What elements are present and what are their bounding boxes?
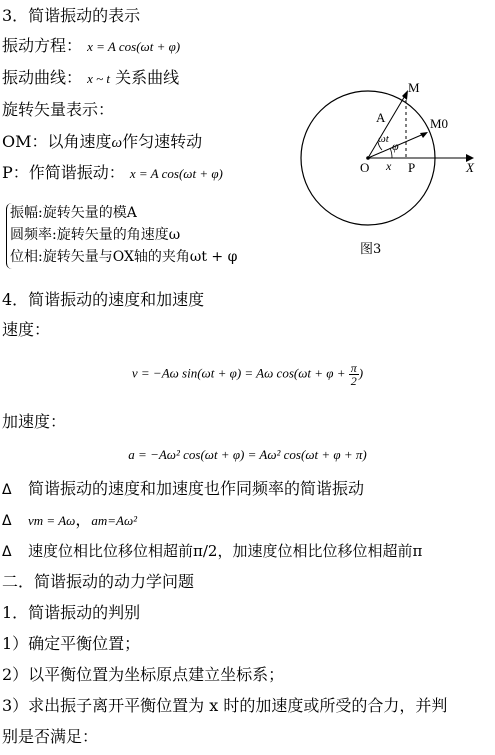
curve-var: x ~ t (87, 71, 111, 86)
label-P: P (408, 160, 416, 175)
label-phi: φ (392, 139, 399, 153)
velocity-eq-right: ) (358, 365, 364, 381)
figure-caption: 图3 (360, 242, 382, 257)
label-X: X (466, 160, 474, 175)
fraction-denominator: 2 (350, 374, 357, 388)
step-3-line-2: 别是否满足： (2, 727, 99, 746)
brace-frequency: 圆频率:旋转矢量的角速度ω (10, 227, 181, 243)
step-1: 1）确定平衡位置； (2, 634, 141, 653)
velocity-label: 速度： (2, 320, 51, 339)
delta-text-1: 简谐振动的速度和加速度也作同频率的简谐振动 (28, 479, 365, 498)
eq1-formula: x = A cos(ωt + φ) (87, 39, 181, 54)
delta-text-3: 速度位相比位移位相超前π/2，加速度位相比位移位相超前π (28, 542, 423, 560)
section-two-title: 二．简谐振动的动力学问题 (2, 572, 195, 591)
delta-item-1 (2, 479, 364, 500)
p-line (2, 163, 223, 184)
om-line (2, 132, 202, 153)
delta-symbol: Δ (2, 544, 12, 560)
vibration-curve-line (2, 68, 179, 89)
label-wt: ωt (378, 133, 389, 145)
vector-om0-arrow (420, 132, 428, 138)
omega-symbol: ω (111, 135, 123, 151)
curve-label: 振动曲线： (2, 68, 83, 87)
delta-sep: ， (75, 510, 92, 529)
delta-symbol: Δ (2, 513, 12, 529)
step-3-line-1: 3）求出振子离开平衡位置为 x 时的加速度或所受的合力，并判 (2, 696, 448, 715)
vector-om (368, 94, 406, 158)
label-M: M (408, 80, 420, 95)
section-3-title: 3．简谐振动的表示 (2, 6, 141, 25)
velocity-eq-left: v = −Aω sin(ωt + φ) = Aω cos(ωt + φ + (131, 365, 346, 381)
section-4-title: 4．简谐振动的速度和加速度 (2, 290, 205, 309)
velocity-equation (0, 362, 495, 387)
eq1-label: 振动方程： (2, 36, 83, 55)
delta-item-2 (2, 510, 137, 531)
label-A: A (376, 110, 386, 125)
oscillation-equation-line (2, 36, 180, 57)
rotation-vector-figure (296, 80, 486, 265)
p-text: P：作简谐振动： (2, 163, 125, 182)
label-O: O (360, 160, 370, 175)
rotation-vector-label: 旋转矢量表示： (2, 100, 115, 119)
subsection-1-title: 1．简谐振动的判别 (2, 603, 141, 622)
fraction-numerator: π (350, 361, 357, 375)
om-text: OM：以角速度 (2, 132, 112, 151)
vm-formula: vm = Aω (28, 513, 76, 528)
label-M0: M0 (430, 116, 449, 131)
brace-amplitude: 振幅:旋转矢量的模A (10, 205, 137, 221)
delta-symbol: Δ (2, 482, 12, 498)
brace-phase: 位相:旋转矢量与OX轴的夹角ωt + φ (10, 249, 238, 265)
velocity-fraction (349, 362, 359, 387)
delta-item-3 (2, 541, 422, 562)
am-formula: am=Aω² (91, 513, 138, 528)
om-text-2: 作匀速转动 (122, 132, 203, 151)
label-x: x (386, 159, 392, 173)
p-formula: x = A cos(ωt + φ) (129, 166, 223, 181)
acceleration-equation: a = −Aω² cos(ωt + φ) = Aω² cos(ωt + φ + π) (128, 447, 367, 462)
step-2: 2）以平衡位置为坐标原点建立坐标系； (2, 665, 285, 684)
acceleration-label: 加速度： (2, 412, 67, 431)
curve-desc: 关系曲线 (115, 68, 180, 87)
